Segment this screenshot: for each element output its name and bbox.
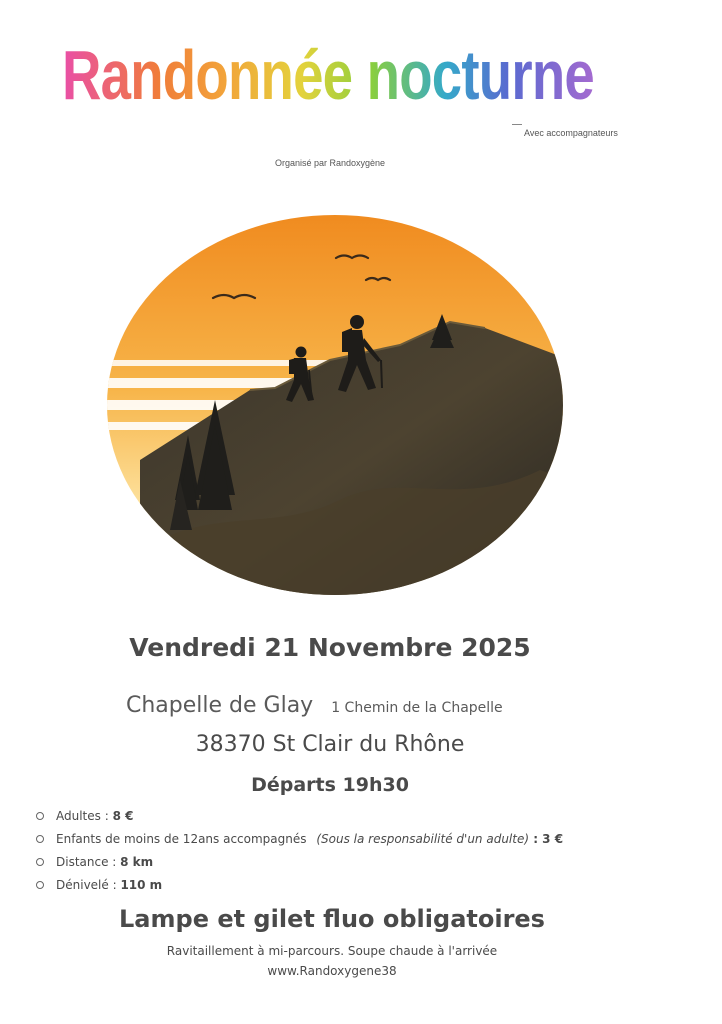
location-line <box>126 693 503 718</box>
organizer-text: Organisé par Randoxygène <box>274 158 386 168</box>
event-date: Vendredi 21 Novembre 2025 <box>129 633 531 662</box>
detail-value: 110 m <box>120 878 163 892</box>
bullet-icon <box>36 835 44 843</box>
list-item <box>36 851 563 874</box>
bullet-icon <box>36 881 44 889</box>
detail-label: Dénivelé : <box>56 878 121 892</box>
list-item <box>36 874 563 897</box>
details-list <box>36 805 563 897</box>
website-link[interactable]: www.Randoxygene38 <box>267 964 397 978</box>
street-address: 1 Chemin de la Chapelle <box>331 700 503 716</box>
detail-note: (Sous la responsabilité d'un adulte) <box>316 832 530 846</box>
mandatory-equipment: Lampe et gilet fluo obligatoires <box>119 905 545 933</box>
place-name: Chapelle de Glay <box>126 693 314 718</box>
divider <box>512 124 522 125</box>
refreshments-note: Ravitaillement à mi-parcours. Soupe chaude à l'arrivée <box>166 944 498 958</box>
detail-value: : 3 € <box>529 832 564 846</box>
bullet-icon <box>36 858 44 866</box>
detail-value: 8 € <box>112 809 134 823</box>
departure-time: Départs 19h30 <box>251 774 409 796</box>
hikers-sunset-illustration <box>100 210 570 610</box>
detail-label: Adultes : <box>56 809 113 823</box>
detail-label: Distance : <box>56 855 121 869</box>
list-item <box>36 828 563 851</box>
bullet-icon <box>36 812 44 820</box>
accompaniment-note: Avec accompagnateurs <box>524 128 618 138</box>
poster-title: Randonnée nocturne <box>62 36 594 114</box>
detail-label: Enfants de moins de 12ans accompagnés <box>56 832 311 846</box>
detail-value: 8 km <box>120 855 154 869</box>
city-address: 38370 St Clair du Rhône <box>195 732 465 757</box>
list-item <box>36 805 563 828</box>
